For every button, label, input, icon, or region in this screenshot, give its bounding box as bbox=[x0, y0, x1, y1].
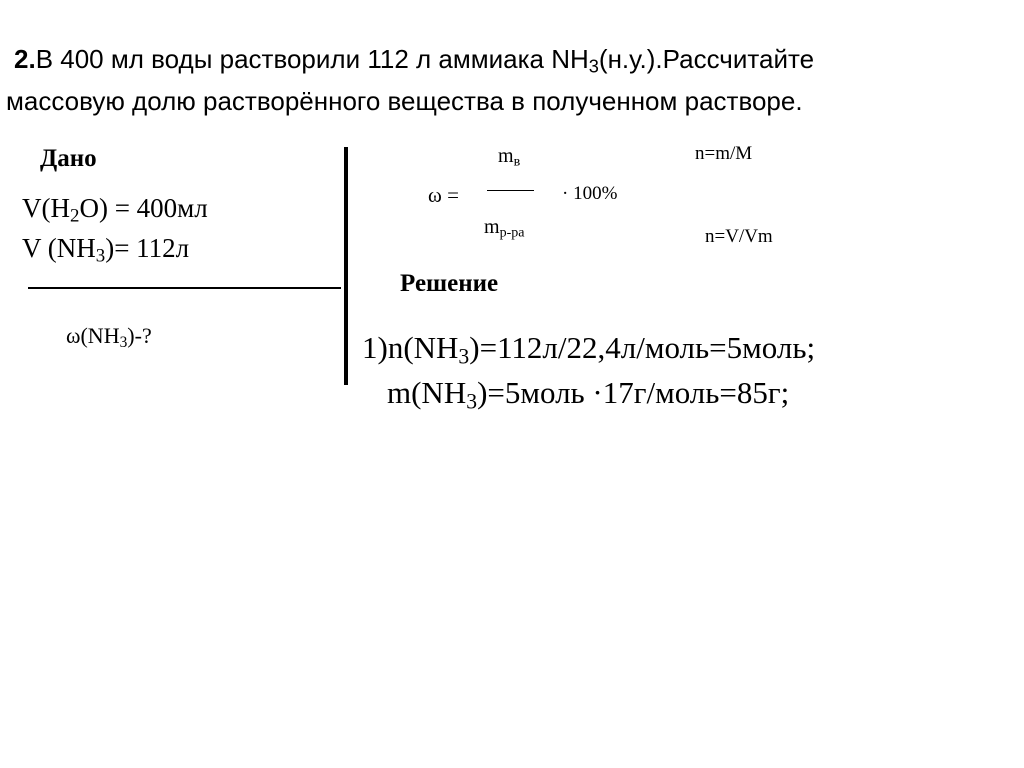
vertical-divider bbox=[344, 147, 348, 385]
problem-line-2: массовую долю растворённого вещества в полученном растворе. bbox=[6, 86, 803, 116]
given-item-2-part-a: V (NH bbox=[22, 233, 96, 263]
given-item-2-part-b: )= 112л bbox=[105, 233, 190, 263]
given-divider bbox=[28, 287, 341, 289]
denominator-sub: р-ра bbox=[499, 225, 525, 241]
solution-step-1 bbox=[362, 330, 816, 369]
formula-n-volume: n=V/Vm bbox=[705, 226, 773, 247]
step-1-part-a: 1)n(NH bbox=[362, 330, 459, 365]
problem-text-1: В 400 мл воды растворили 112 л аммиака NH bbox=[35, 44, 589, 74]
problem-number: 2. bbox=[14, 44, 36, 74]
step-2-part-b: )=5моль ·17г/моль=85г; bbox=[477, 375, 790, 410]
numerator-sub: в bbox=[513, 154, 521, 170]
fraction-numerator bbox=[498, 145, 520, 168]
given-item-1-part-b: O) = 400мл bbox=[79, 193, 208, 223]
given-item-1-part-a: V(H bbox=[22, 193, 70, 223]
solution-step-2 bbox=[387, 375, 790, 414]
step-2-sub: 3 bbox=[466, 389, 478, 414]
step-2-part-a: m(NH bbox=[387, 375, 467, 410]
given-title: Дано bbox=[40, 145, 97, 172]
given-item-ammonia-volume bbox=[22, 233, 190, 267]
fraction-denominator bbox=[484, 216, 524, 239]
fraction-bar bbox=[487, 190, 534, 191]
omega-label: ω = bbox=[428, 183, 459, 207]
find-part-b: )-? bbox=[127, 323, 152, 348]
find-item bbox=[66, 323, 152, 349]
solution-title: Решение bbox=[400, 270, 499, 297]
find-sub: 3 bbox=[119, 333, 128, 351]
percent-multiplier: · 100% bbox=[562, 183, 618, 204]
step-1-sub: 3 bbox=[458, 344, 470, 369]
denominator-base: m bbox=[484, 216, 500, 238]
step-1-part-b: )=112л/22,4л/моль=5моль; bbox=[469, 330, 816, 365]
problem-line-1 bbox=[6, 38, 814, 80]
find-part-a: ω(NH bbox=[66, 323, 120, 348]
problem-text-2: (н.у.).Рассчитайте bbox=[598, 44, 815, 74]
numerator-base: m bbox=[498, 145, 514, 167]
given-item-2-sub: 3 bbox=[95, 245, 106, 267]
given-item-1-sub: 2 bbox=[70, 205, 80, 227]
given-item-water-volume bbox=[22, 193, 208, 227]
problem-statement bbox=[6, 38, 814, 122]
problem-subscript: 3 bbox=[588, 56, 599, 77]
formula-n-mass: n=m/M bbox=[695, 143, 753, 164]
